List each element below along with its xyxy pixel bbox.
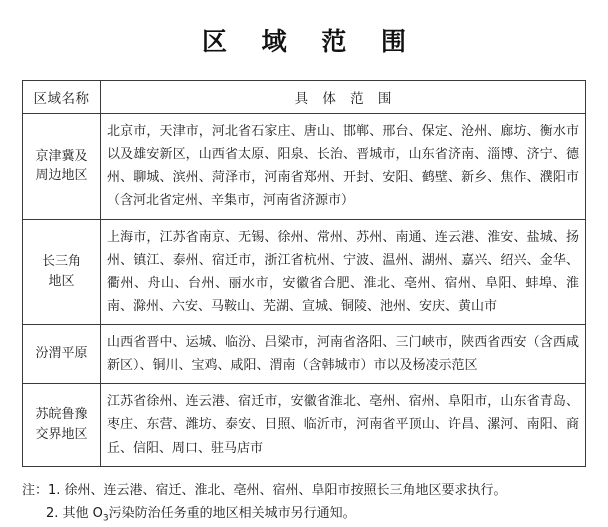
region-name-line: 苏皖鲁豫 — [35, 407, 88, 423]
region-name-cell — [23, 114, 101, 220]
note-line-2-prefix: 2. 其他 O — [46, 506, 103, 522]
table-row — [23, 384, 586, 466]
note-line-2 — [22, 502, 586, 527]
table-header-row — [23, 81, 586, 114]
note-line-2-suffix: 污染防治任务重的地区相关城市另行通知。 — [108, 506, 356, 522]
table-row — [23, 114, 586, 220]
region-name-line: 周边地区 — [35, 168, 88, 184]
region-name-line: 长三角 — [41, 254, 81, 270]
region-name-cell — [23, 384, 101, 466]
region-name-line: 地区 — [48, 273, 75, 289]
region-name-line: 汾渭平原 — [35, 346, 88, 362]
region-scope-cell: 上海市，江苏省南京、无锡、徐州、常州、苏州、南通、连云港、淮安、盐城、扬州、镇江、泰州、宿迁市，浙江省杭州、宁波、温州、湖州、嘉兴、绍兴、金华、衢州、舟山、台州、丽水市，安徽省合肥、淮北、亳州、宿州、阜阳、蚌埠、淮南、滁州、六安、马鞍山、芜湖、宣城、铜陵、池州、安庆、黄山市 — [101, 219, 586, 325]
table-row — [23, 219, 586, 325]
page-title: 区 域 范 围 — [201, 27, 420, 56]
region-name-line: 京津冀及 — [35, 148, 88, 164]
table-notes — [22, 479, 586, 527]
region-scope-table — [22, 80, 586, 467]
region-scope-cell: 山西省晋中、运城、临汾、吕梁市，河南省洛阳、三门峡市，陕西省西安（含西咸新区）、铜川、宝鸡、咸阳、渭南（含韩城市）市以及杨凌示范区 — [101, 325, 586, 384]
column-header-scope: 具 体 范 围 — [101, 81, 586, 114]
region-name-cell — [23, 325, 101, 384]
ozone-subscript: 3 — [102, 513, 109, 524]
table-row — [23, 325, 586, 384]
column-header-region-name: 区域名称 — [23, 81, 101, 114]
region-scope-cell: 江苏省徐州、连云港、宿迁市，安徽省淮北、亳州、宿州、阜阳市，山东省青岛、枣庄、东营、潍坊、泰安、日照、临沂市，河南省平顶山、许昌、漯河、南阳、商丘、信阳、周口、驻马店市 — [101, 384, 586, 466]
region-name-line: 交界地区 — [35, 426, 88, 442]
note-line-1: 注：1. 徐州、连云港、宿迁、淮北、亳州、宿州、阜阳市按照长三角地区要求执行。 — [22, 482, 507, 498]
region-name-cell — [23, 219, 101, 325]
region-scope-cell: 北京市，天津市，河北省石家庄、唐山、邯郸、邢台、保定、沧州、廊坊、衡水市以及雄安新区，山西省太原、阳泉、长治、晋城市，山东省济南、淄博、济宁、德州、聊城、滨州、菏泽市，河南省郑州、开封、安阳、鹤壁、新乡、焦作、濮阳市（含河北省定州、辛集市，河南省济源市） — [101, 114, 586, 220]
